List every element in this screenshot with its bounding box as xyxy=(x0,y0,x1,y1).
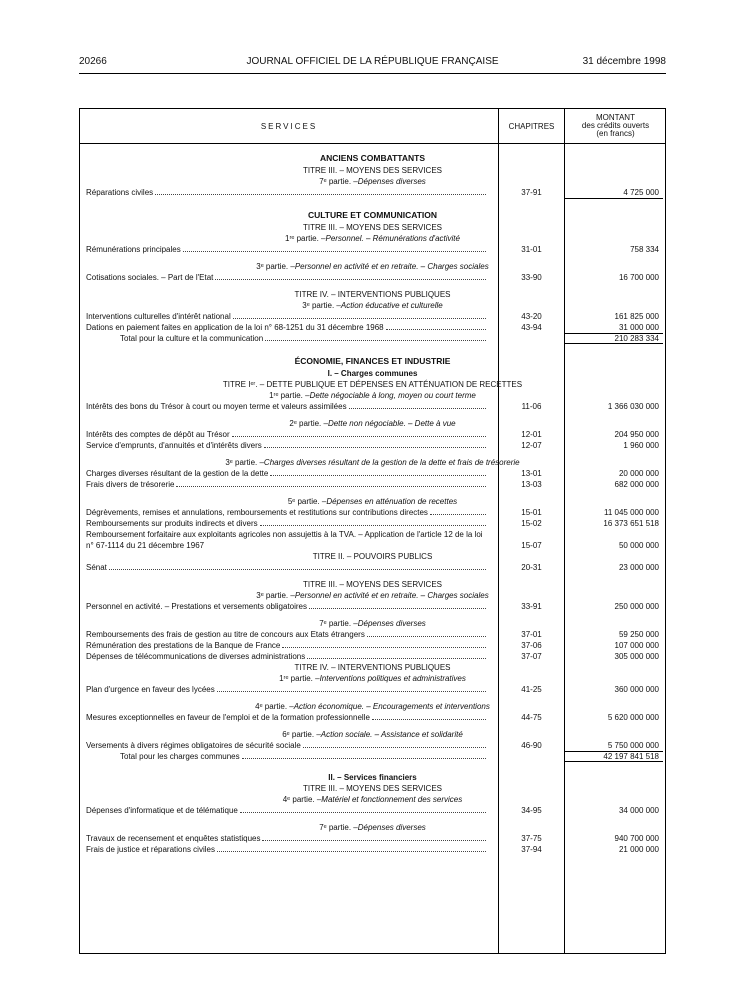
line-item-label: Remboursement forfaitaire aux exploitants agricoles non assujettis à la TVA. – Application de l'article 12 de la loi n° 67-1114 du 21 décembre 1967 xyxy=(86,530,483,550)
dot-leader xyxy=(307,651,486,659)
header-divider xyxy=(79,73,666,74)
dot-leader xyxy=(386,322,486,330)
table-row xyxy=(80,729,665,740)
row-label xyxy=(80,833,492,844)
dot-leader xyxy=(262,833,486,841)
dot-leader xyxy=(176,479,486,487)
row-label xyxy=(80,673,665,684)
credit-amount: 5 620 000 000 xyxy=(607,713,659,722)
table-row xyxy=(80,579,665,590)
line-item-label: Dations en paiement faites en application de la loi n° 68-1251 du 31 décembre 1968 xyxy=(86,323,384,332)
credit-amount: 250 000 000 xyxy=(614,602,659,611)
montant-sublabel: des crédits ouverts xyxy=(581,121,650,130)
credit-amount: 1 960 000 xyxy=(623,441,659,450)
row-label xyxy=(80,233,665,244)
table-row xyxy=(80,551,665,562)
section-heading: TITRE II. – POUVOIRS PUBLICS xyxy=(312,552,433,561)
dot-leader xyxy=(217,844,486,852)
row-label xyxy=(80,590,665,601)
row-label xyxy=(80,222,665,233)
line-item-label: Plan d'urgence en faveur des lycées xyxy=(86,685,215,694)
table-row xyxy=(80,187,665,198)
table-row xyxy=(80,640,665,651)
credit-amount: 161 825 000 xyxy=(614,312,659,321)
credit-amount: 59 250 000 xyxy=(618,630,659,639)
table-row xyxy=(80,772,665,783)
row-label xyxy=(80,151,665,165)
table-row xyxy=(80,208,665,222)
section-heading: 1ʳᵉ partie. – xyxy=(285,234,326,243)
line-item-label: Frais de justice et réparations civiles xyxy=(86,845,215,854)
table-row xyxy=(80,629,665,640)
row-label xyxy=(80,712,492,723)
section-heading: TITRE Iᵉʳ. – DETTE PUBLIQUE ET DÉPENSES EN ATTÉNUATION DE RECETTES xyxy=(222,380,523,389)
credit-amount: 758 334 xyxy=(630,245,659,254)
section-subtitle: Charges diverses résultant de la gestion de la dette et frais de trésorerie xyxy=(263,458,520,467)
total-amount: 210 283 334 xyxy=(565,333,663,344)
table-row xyxy=(80,440,665,451)
row-label xyxy=(80,479,492,490)
table-row xyxy=(80,151,665,165)
table-row xyxy=(80,651,665,662)
table-row xyxy=(80,429,665,440)
section-heading: 1ʳᵉ partie. – xyxy=(279,674,320,683)
line-item-label: Rémunérations principales xyxy=(86,245,181,254)
chapter-code: 44-75 xyxy=(521,713,542,722)
credit-amount: 34 000 000 xyxy=(618,806,659,815)
section-heading: TITRE III. – MOYENS DES SERVICES xyxy=(303,580,442,589)
table-row xyxy=(80,401,665,412)
row-label xyxy=(80,322,492,333)
credit-amount: 23 000 000 xyxy=(618,563,659,572)
row-label xyxy=(80,311,492,322)
credit-amount: 682 000 000 xyxy=(614,480,659,489)
row-label xyxy=(80,176,665,187)
table-row xyxy=(80,272,665,283)
row-label xyxy=(80,640,492,651)
chapter-code: 31-01 xyxy=(521,245,542,254)
row-label xyxy=(80,772,665,783)
section-subtitle: Personnel en activité et en retraite. – Charges sociales xyxy=(294,591,489,600)
total-label: Total pour les charges communes xyxy=(120,752,240,761)
ministry-heading: ANCIENS COMBATTANTS xyxy=(320,153,425,163)
line-item-label: Frais divers de trésorerie xyxy=(86,480,175,489)
table-row xyxy=(80,244,665,255)
section-heading: 4ᵉ partie. – xyxy=(282,795,322,804)
chapter-code: 37-91 xyxy=(521,188,542,197)
dot-leader xyxy=(282,640,486,648)
line-item-label: Interventions culturelles d'intérêt national xyxy=(86,312,231,321)
line-item-label: Charges diverses résultant de la gestion de la dette xyxy=(86,469,269,478)
credit-amount: 16 700 000 xyxy=(618,273,659,282)
dot-leader xyxy=(215,272,486,280)
row-label xyxy=(80,272,492,283)
row-label xyxy=(80,289,665,300)
table-row xyxy=(80,529,665,551)
table-row xyxy=(80,662,665,673)
chapter-code: 43-94 xyxy=(521,323,542,332)
row-label xyxy=(80,390,665,401)
row-label xyxy=(80,684,492,695)
dot-leader xyxy=(270,468,486,476)
dot-leader xyxy=(232,429,486,437)
section-subtitle: Dépenses diverses xyxy=(357,619,426,628)
table-row xyxy=(80,822,665,833)
credit-amount: 204 950 000 xyxy=(614,430,659,439)
credit-amount: 107 000 000 xyxy=(614,641,659,650)
ministry-heading: CULTURE ET COMMUNICATION xyxy=(307,210,438,220)
table-row xyxy=(80,496,665,507)
row-label xyxy=(80,729,665,740)
section-heading: TITRE III. – MOYENS DES SERVICES xyxy=(303,784,442,793)
row-label xyxy=(80,401,492,412)
chapter-code: 33-90 xyxy=(521,273,542,282)
row-label xyxy=(80,457,665,468)
chapter-code: 37-94 xyxy=(521,845,542,854)
table-row xyxy=(80,390,665,401)
chapter-code: 12-01 xyxy=(521,430,542,439)
table-row xyxy=(80,379,665,390)
section-subtitle: Dépenses diverses xyxy=(357,823,426,832)
credit-amount: 360 000 000 xyxy=(614,685,659,694)
row-label xyxy=(80,601,492,612)
section-heading: 3ᵉ partie. – xyxy=(302,301,341,310)
row-label xyxy=(80,518,492,529)
dot-leader xyxy=(242,751,486,759)
section-heading: 6ᵉ partie. – xyxy=(282,730,321,739)
row-label xyxy=(80,333,492,344)
dot-leader xyxy=(183,244,486,252)
row-label xyxy=(80,165,665,176)
table-row xyxy=(80,368,665,379)
table-row xyxy=(80,354,665,368)
dot-leader xyxy=(217,684,486,692)
table-row xyxy=(80,222,665,233)
journal-title: JOURNAL OFFICIEL DE LA RÉPUBLIQUE FRANÇAISE xyxy=(246,56,499,67)
table-row xyxy=(80,198,665,208)
line-item-label: Dépenses d'informatique et de télématique xyxy=(86,806,238,815)
row-label xyxy=(80,562,492,573)
table-row xyxy=(80,805,665,816)
row-label xyxy=(80,440,492,451)
section-subtitle: Interventions politiques et administratives xyxy=(319,674,466,683)
section-subtitle: Personnel en activité et en retraite. – Charges sociales xyxy=(294,262,489,271)
credit-amount: 305 000 000 xyxy=(614,652,659,661)
section-subtitle: Action sociale. – Assistance et solidarité xyxy=(320,730,463,739)
row-label xyxy=(80,418,665,429)
section-heading: 4ᵉ partie. – xyxy=(255,702,294,711)
credit-amount: 940 700 000 xyxy=(614,834,659,843)
dot-leader xyxy=(240,805,486,813)
row-label xyxy=(80,651,492,662)
credit-amount: 1 366 030 000 xyxy=(607,402,659,411)
total-label: Total pour la culture et la communication xyxy=(120,334,264,343)
table-row xyxy=(80,751,665,762)
section-subtitle: Matériel et fonctionnement des services xyxy=(321,795,463,804)
section-subtitle: Action éducative et culturelle xyxy=(340,301,443,310)
line-item-label: Dégrèvements, remises et annulations, remboursements et restitutions sur contributions directes xyxy=(86,508,428,517)
row-label xyxy=(80,783,665,794)
table-body xyxy=(80,145,665,855)
row-label xyxy=(80,354,665,368)
chapter-code: 15-02 xyxy=(521,519,542,528)
row-label xyxy=(80,751,492,762)
column-header-montant xyxy=(565,109,666,143)
table-row xyxy=(80,507,665,518)
credit-amount: 20 000 000 xyxy=(618,469,659,478)
credit-amount: 21 000 000 xyxy=(618,845,659,854)
section-subtitle: Personnel. – Rémunérations d'activité xyxy=(325,234,460,243)
credit-amount: 11 045 000 000 xyxy=(603,508,659,517)
row-label xyxy=(80,579,665,590)
column-header-chapitres: CHAPITRES xyxy=(508,121,555,131)
table-row xyxy=(80,261,665,272)
dot-leader xyxy=(367,629,486,637)
chapter-code: 46-90 xyxy=(521,741,542,750)
table-row xyxy=(80,783,665,794)
line-item-label: Personnel en activité. – Prestations et versements obligatoires xyxy=(86,602,308,611)
dot-leader xyxy=(264,440,486,448)
credit-amount: 5 750 000 000 xyxy=(565,740,663,752)
row-label xyxy=(80,805,492,816)
line-item-label: Dépenses de télécommunications de diverses administrations xyxy=(86,652,306,661)
table-row xyxy=(80,333,665,344)
section-subtitle: Action économique. – Encouragements et interventions xyxy=(293,702,490,711)
montant-label: MONTANT xyxy=(596,113,635,122)
line-item-label: Mesures exceptionnelles en faveur de l'emploi et de la formation professionnelle xyxy=(86,713,370,722)
line-item-label: Cotisations sociales. – Part de l'Etat xyxy=(86,273,214,282)
montant-unit: (en francs) xyxy=(596,129,635,138)
section-heading: 3ᵉ partie. – xyxy=(256,262,295,271)
chapter-code: 34-95 xyxy=(521,806,542,815)
dot-leader xyxy=(265,333,486,341)
table-row xyxy=(80,833,665,844)
credit-amount: 4 725 000 xyxy=(565,187,663,199)
table-row xyxy=(80,762,665,772)
table-row xyxy=(80,300,665,311)
row-label xyxy=(80,208,665,222)
row-label xyxy=(80,496,665,507)
row-label xyxy=(80,844,492,855)
line-item-label: Sénat xyxy=(86,563,107,572)
chapter-code: 13-03 xyxy=(521,480,542,489)
dot-leader xyxy=(430,507,486,515)
line-item-label: Remboursements sur produits indirects et divers xyxy=(86,519,258,528)
row-label xyxy=(80,468,492,479)
table-row xyxy=(80,344,665,354)
chapter-code: 20-31 xyxy=(521,563,542,572)
table-row xyxy=(80,562,665,573)
section-heading: 7ᵉ partie. – xyxy=(319,619,358,628)
chapter-code: 15-07 xyxy=(521,541,542,550)
row-label xyxy=(80,368,665,379)
table-row xyxy=(80,701,665,712)
section-heading: TITRE III. – MOYENS DES SERVICES xyxy=(303,223,442,232)
section-heading: 7ᵉ partie. – xyxy=(319,177,358,186)
row-label xyxy=(80,794,665,805)
line-item-label: Remboursements des frais de gestion au titre de concours aux Etats étrangers xyxy=(86,630,365,639)
section-heading: TITRE IV. – INTERVENTIONS PUBLIQUES xyxy=(294,663,451,672)
table-row xyxy=(80,457,665,468)
section-heading: 5ᵉ partie. – xyxy=(287,497,327,506)
chapter-code: 37-06 xyxy=(521,641,542,650)
table-row xyxy=(80,289,665,300)
table-row xyxy=(80,311,665,322)
dot-leader xyxy=(372,712,486,720)
line-item-label: Rémunération des prestations de la Banque de France xyxy=(86,641,281,650)
table-row xyxy=(80,794,665,805)
row-label xyxy=(80,379,665,390)
table-row xyxy=(80,518,665,529)
line-item-label: Service d'emprunts, d'annuités et d'intérêts divers xyxy=(86,441,262,450)
section-subtitle: Dette non négociable. – Dette à vue xyxy=(327,419,456,428)
table-row xyxy=(80,712,665,723)
section-subtitle: Dette négociable à long, moyen ou court terme xyxy=(309,391,476,400)
credit-amount: 16 373 651 518 xyxy=(603,519,659,528)
table-row xyxy=(80,673,665,684)
section-heading: 1ʳᵉ partie. – xyxy=(269,391,310,400)
section-heading: 2ᵉ partie. – xyxy=(289,419,328,428)
table-row xyxy=(80,618,665,629)
row-label xyxy=(80,551,665,562)
line-item-label: Travaux de recensement et enquêtes statistiques xyxy=(86,834,261,843)
row-label xyxy=(80,529,492,551)
row-label xyxy=(80,618,665,629)
row-label xyxy=(80,300,665,311)
table-row xyxy=(80,590,665,601)
section-heading: 3ᵉ partie. – xyxy=(225,458,264,467)
row-label xyxy=(80,244,492,255)
ministry-heading: ÉCONOMIE, FINANCES ET INDUSTRIE xyxy=(294,356,451,366)
section-heading: TITRE IV. – INTERVENTIONS PUBLIQUES xyxy=(294,290,451,299)
row-label xyxy=(80,429,492,440)
row-label xyxy=(80,629,492,640)
section-subtitle: Dépenses diverses xyxy=(357,177,426,186)
dot-leader xyxy=(260,518,486,526)
line-item-label: Versements à divers régimes obligatoires de sécurité sociale xyxy=(86,741,301,750)
chapter-code: 33-91 xyxy=(521,602,542,611)
section-heading: 7ᵉ partie. – xyxy=(319,823,358,832)
line-item-label: Réparations civiles xyxy=(86,188,154,197)
page-number: 20266 xyxy=(79,56,107,67)
table-row xyxy=(80,740,665,751)
table-row xyxy=(80,165,665,176)
credit-amount: 31 000 000 xyxy=(565,322,663,334)
table-row xyxy=(80,176,665,187)
section-subtitle: Dépenses en atténuation de recettes xyxy=(326,497,458,506)
table-row xyxy=(80,479,665,490)
row-label xyxy=(80,507,492,518)
row-label xyxy=(80,822,665,833)
dot-leader xyxy=(233,311,486,319)
publication-date: 31 décembre 1998 xyxy=(582,56,666,67)
table-row xyxy=(80,233,665,244)
table-row xyxy=(80,468,665,479)
dot-leader xyxy=(303,740,486,748)
table-row xyxy=(80,601,665,612)
chapter-code: 37-75 xyxy=(521,834,542,843)
chapter-code: 15-01 xyxy=(521,508,542,517)
dot-leader xyxy=(109,562,486,570)
row-label xyxy=(80,261,665,272)
dot-leader xyxy=(309,601,486,609)
column-header-services: SERVICES xyxy=(260,121,318,131)
section-heading: TITRE III. – MOYENS DES SERVICES xyxy=(303,166,442,175)
header-divider xyxy=(80,143,665,144)
row-label xyxy=(80,187,492,198)
dot-leader xyxy=(155,187,486,195)
credit-amount: 50 000 000 xyxy=(618,541,659,550)
chapter-code: 43-20 xyxy=(521,312,542,321)
chapter-code: 11-06 xyxy=(521,402,542,411)
line-item-label: Intérêts des bons du Trésor à court ou moyen terme et valeurs assimilées xyxy=(86,402,347,411)
section-heading: 3ᵉ partie. – xyxy=(256,591,295,600)
row-label xyxy=(80,662,665,673)
table-row xyxy=(80,844,665,855)
chapter-code: 41-25 xyxy=(521,685,542,694)
row-label xyxy=(80,701,665,712)
chapter-code: 12-07 xyxy=(521,441,542,450)
section-heading: II. – Services financiers xyxy=(328,773,417,782)
table-row xyxy=(80,322,665,333)
total-amount: 42 197 841 518 xyxy=(565,751,663,762)
table-row xyxy=(80,684,665,695)
line-item-label: Intérêts des comptes de dépôt au Trésor xyxy=(86,430,230,439)
section-heading: I. – Charges communes xyxy=(327,369,418,378)
credits-table xyxy=(79,108,666,954)
chapter-code: 37-07 xyxy=(521,652,542,661)
chapter-code: 13-01 xyxy=(521,469,542,478)
chapter-code: 37-01 xyxy=(521,630,542,639)
page-header xyxy=(79,55,666,69)
row-label xyxy=(80,740,492,751)
dot-leader xyxy=(349,401,486,409)
table-row xyxy=(80,418,665,429)
